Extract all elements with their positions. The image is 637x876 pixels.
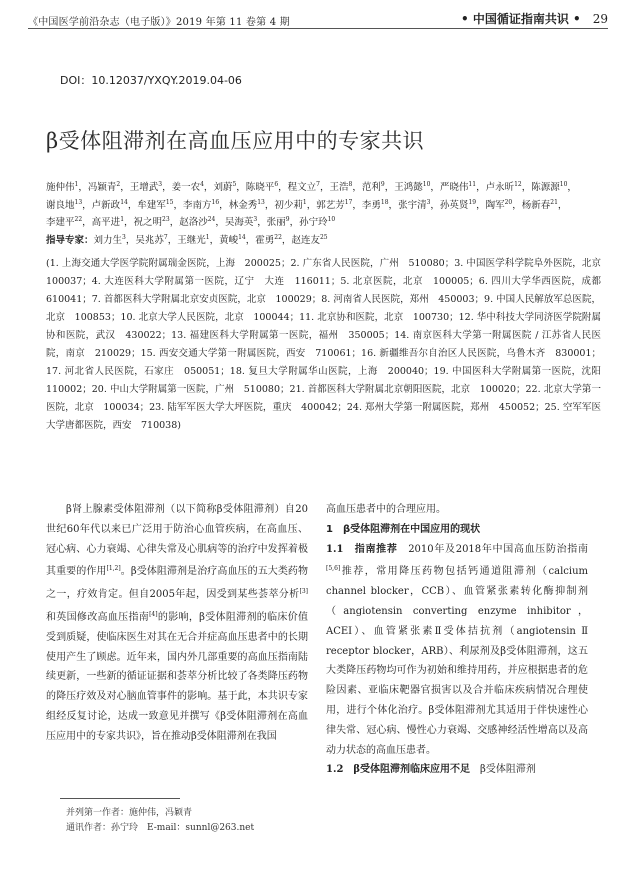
journal-citation: 《中国医学前沿杂志（电子版）》2019 年第 11 卷第 4 期 xyxy=(28,17,290,28)
author-name-text: 林金秀 xyxy=(228,199,258,211)
intro-text-1: β肾上腺素受体阻滞剂（以下简称β受体阻滞剂）自20世纪60年代以来已广泛用于防治心血管疾病，在高血压、冠心病、心力衰竭、心律失常及心肌病等的治疗中发挥着极其重要的作用 xyxy=(46,504,308,578)
author-affiliation-mark: 13 xyxy=(257,198,265,206)
intro-text-3: 和英国修改高血压指南 xyxy=(46,611,150,623)
author-affiliation-mark: 12 xyxy=(514,181,522,188)
author-affiliation-mark: 3 xyxy=(426,198,431,206)
authors: 施仲伟$^1$，冯颖青$^2$，王增武$^3$，姜一农$^4$，刘蔚$^5$，陈晓平$^6$，程文立$^7$，王浩$^8$，范利$^9$，王鸿懿$^{10}$，严晓伟$^{11}$，卢永昕$^{12}$，陈源源$^{10}$，谢良地$^{13}$，卢新政$^{14}$，牟建军$^{15}$，李南方$^{16}$，林金秀$^{13}$，初少莉$^1$，郭艺芳$^{17}$，李勇$^{18}$，张宇清$^3$，孙英贤$^{19}$，陶军$^{20}$，杨新春$^{21}$，李建平$^{22}$，高平进$^1$，祝之明$^{23}$，赵洛沙$^{24}$，吴海英$^3$，张丽$^9$，孙宁玲$^{10}$ xyxy=(46,181,577,228)
author-name xyxy=(288,182,320,193)
author-name-text: 王增武 xyxy=(129,182,159,193)
author-name xyxy=(274,200,306,211)
guider-name-text: 王继光 xyxy=(177,234,206,246)
author-name xyxy=(46,182,78,193)
author-name-text: 严晓伟 xyxy=(439,182,469,193)
author-name-text: 杨新春 xyxy=(521,199,551,211)
author-name xyxy=(88,182,120,193)
author-name-text: 冯颖青 xyxy=(87,182,117,193)
ref-3: [3] xyxy=(299,588,308,596)
author-name-text: 程文立 xyxy=(287,182,317,193)
subheading-1-2: 1.2 β受体阻滞剂临床应用不足 xyxy=(326,764,471,776)
author-affiliation-mark: 9 xyxy=(380,181,385,188)
author-name-text: 张丽 xyxy=(266,217,286,228)
guider-affiliation-mark: 7 xyxy=(163,233,168,241)
page-number: 29 xyxy=(592,12,608,26)
author-name xyxy=(183,200,219,211)
author-name-text: 陈源源 xyxy=(531,182,560,193)
author-name-text: 张宇清 xyxy=(398,199,427,211)
author-affiliation-mark: 1 xyxy=(74,181,79,188)
paragraph-1-2 xyxy=(326,760,588,780)
body-column-left xyxy=(46,500,308,747)
intro-continuation: 高血压患者中的合理应用。 xyxy=(326,504,446,515)
author-name xyxy=(316,200,352,211)
author-name xyxy=(134,217,170,228)
author-name-text: 李建平 xyxy=(46,217,75,228)
author-name-text: 吴海英 xyxy=(224,217,254,228)
guider-affiliation-mark: 25 xyxy=(319,233,328,241)
ref-4: [4] xyxy=(149,610,158,618)
author-name xyxy=(330,182,353,193)
affiliations: (1. 上海交通大学医学院附属瑞金医院，上海 200025；2. 广东省人民医院，广州 510080；3. 中国医学科学院阜外医院，北京 100037；4. 大连医科大学附属第一医院，辽宁 大连 116011；5. 北京医院，北京 100005；6. 四川大学华西医院，成都 610041；7. 首都医科大学附属北京安贞医院，北京 100029；8. 河南省人民医院，郑州 450003；9. 中国人民解放军总医院，北京 100853；10. 北京大学人民医院，北京 100044；11. 北京协和医院，北京 100730；12. 华中科技大学同济医学院附属协和医院，武汉 430022；13. 福建医科大学附属第一医院，福州 350005；14. 南京医科大学第一附属医院 / 江苏省人民医院，南京 210029；15. 西安交通大学第一附属医院，西安 710061；16. 新疆维吾尔自治区人民医院，乌鲁木齐 830001；17. 河北省人民医院，石家庄 050051；18. 复旦大学附属华山医院，上海 200040；19. 中国医科大学附属第一医院，沈阳 110002；20. 中山大学附属第一医院，广州 510080；21. 首都医科大学附属北京朝阳医院，北京 100020；22. 北京大学第一医院，北京 100034；23. 陆军军医大学大坪医院，重庆 400042；24. 郑州大学第一附属医院，郑州 450052；25. 空军军医大学唐都医院，西安 710038) xyxy=(46,258,611,431)
guider-name xyxy=(135,235,167,246)
author-name xyxy=(394,182,430,193)
author-name xyxy=(46,217,82,228)
guider-name xyxy=(291,235,327,246)
author-name-text: 孙宁玲 xyxy=(299,217,328,228)
guider-name-text: 刘力生 xyxy=(93,234,123,246)
author-name-text: 陈晓平 xyxy=(245,182,275,193)
author-name xyxy=(130,182,162,193)
ref-1: [1,2] xyxy=(106,565,121,573)
author-name xyxy=(531,182,567,193)
author-name xyxy=(362,200,389,211)
author-affiliation-mark: 22 xyxy=(74,216,83,223)
author-affiliation-mark: 6 xyxy=(274,181,279,188)
intro-text-4: 的影响，β受体阻滞剂的临床价值受到质疑，使临床医生对其在无合并症高血压患者中的长期使用产生了顾虑。近年来，国内外几部重要的高血压指南陆续更新，一些新的循证证据和荟萃分析比较了各类降压药物的降压疗效及对心脑血管事件的影响。基于此，本共识专家组经反复讨论，达成一致意见并撰写《β受体阻滞剂在高血压应用中的专家共识》，旨在推动β受体阻滞剂在我国 xyxy=(46,611,309,742)
author-affiliation-mark: 23 xyxy=(162,216,170,223)
guider-name-text: 黄峻 xyxy=(219,234,239,246)
subheading-1-1: 1.1 指南推荐 xyxy=(326,543,398,555)
author-affiliation-mark: 3 xyxy=(253,216,258,223)
author-affiliation-mark: 24 xyxy=(207,216,216,223)
author-name-text: 李勇 xyxy=(361,199,381,211)
guider-name xyxy=(94,235,126,246)
ref-5-6: [5,6] xyxy=(326,565,341,573)
author-name-text: 郭艺芳 xyxy=(316,199,345,211)
author-name xyxy=(522,200,558,211)
author-affiliation-mark: 4 xyxy=(200,181,204,188)
guiders: 刘力生$^3$，吴兆苏$^7$，王继光$^1$，黄峻$^{14}$，霍勇$^{22}$，赵连友$^{25}$ xyxy=(93,233,328,246)
author-name xyxy=(267,217,290,228)
author-affiliation-mark: 13 xyxy=(74,198,83,206)
corresponding-author-note: 通讯作者：孙宁玲 E-mail：sunnl@263.net xyxy=(66,823,255,833)
author-affiliation-mark: 21 xyxy=(550,198,558,206)
guiders-label: 指导专家： xyxy=(46,234,94,246)
author-affiliation-mark: 7 xyxy=(316,181,320,188)
guider-name-text: 霍勇 xyxy=(255,234,275,246)
author-name-text: 王鸿懿 xyxy=(394,182,423,193)
author-name xyxy=(362,182,385,193)
guider-name-text: 赵连友 xyxy=(291,234,320,246)
author-name xyxy=(172,182,204,193)
guider-name xyxy=(219,235,246,246)
running-header xyxy=(28,10,608,30)
article-title: β受体阻滞剂在高血压应用中的专家共识 xyxy=(46,129,425,153)
author-name xyxy=(486,200,513,211)
author-affiliation-mark: 17 xyxy=(344,198,353,206)
author-name xyxy=(225,217,257,228)
author-name-text: 卢永昕 xyxy=(485,182,515,193)
paragraph-1-1 xyxy=(326,540,588,761)
author-name-text: 王浩 xyxy=(329,182,349,193)
author-affiliation-mark: 10 xyxy=(559,181,568,188)
author-name-text: 赵洛沙 xyxy=(179,217,208,228)
author-name xyxy=(137,200,173,211)
author-affiliation-mark: 16 xyxy=(211,198,220,206)
author-name xyxy=(299,217,335,228)
author-affiliation-mark: 15 xyxy=(165,198,174,206)
author-affiliation-mark: 14 xyxy=(120,198,128,206)
author-name xyxy=(92,200,128,211)
author-name xyxy=(179,217,215,228)
author-name-text: 孙英贤 xyxy=(439,199,469,211)
guider-name xyxy=(255,235,282,246)
intro-text-2: 。β受体阻滞剂是治疗高血压的五大类药物之一，疗效肯定。但自2005年起，因受到某些荟萃分析 xyxy=(46,566,309,601)
author-name xyxy=(440,200,476,211)
section-heading-1: 1 β受体阻滞剂在中国应用的现状 xyxy=(326,523,481,535)
guider-name-text: 吴兆苏 xyxy=(135,234,164,246)
guider-affiliation-mark: 22 xyxy=(274,233,282,241)
author-affiliation-mark: 5 xyxy=(232,181,237,188)
section-label xyxy=(461,10,608,27)
author-name-text: 范利 xyxy=(361,182,381,193)
guider-name xyxy=(177,235,209,246)
para-1-1-a: 2010年及2018年中国高血压防治指南 xyxy=(397,543,588,555)
para-1-1-b: 推荐，常用降压药物包括钙通道阻滞剂（calcium channel blocker，CCB）、血管紧张素转化酶抑制剂（angiotensin converting enzyme inhibitor，ACEI）、血管紧张素Ⅱ受体拮抗剂（angiotensin Ⅱ receptor blocker，ARB）、利尿剂及β受体阻滞剂，这五大类降压药物均可作为初始和维持用药，并应根据患者的危险因素、亚临床靶器官损害以及合并临床疾病情况合理使用，进行个体化治疗。β受体阻滞剂尤其适用于伴快速性心律失常、冠心病、慢性心力衰竭、交感神经活性增高以及高动力状态的高血压患者。 xyxy=(326,566,588,756)
author-affiliation-mark: 10 xyxy=(327,216,336,223)
guider-affiliation-mark: 3 xyxy=(122,233,126,241)
author-name-text: 姜一农 xyxy=(171,182,201,193)
author-affiliation-mark: 1 xyxy=(302,198,307,206)
author-affiliation-mark: 1 xyxy=(120,216,125,223)
author-name-text: 卢新政 xyxy=(91,199,121,211)
author-affiliation-mark: 20 xyxy=(504,198,513,206)
author-affiliation-mark: 9 xyxy=(285,216,290,223)
author-affiliation-mark: 8 xyxy=(348,181,353,188)
author-affiliation-mark: 19 xyxy=(468,198,477,206)
author-name xyxy=(398,200,430,211)
guider-affiliation-mark: 1 xyxy=(205,233,210,241)
author-name-text: 谢良地 xyxy=(46,199,75,211)
author-name xyxy=(440,182,476,193)
author-name xyxy=(486,182,522,193)
header-rule xyxy=(28,28,608,29)
footnote-rule xyxy=(60,798,180,799)
author-name xyxy=(92,217,124,228)
author-affiliation-mark: 11 xyxy=(468,181,477,188)
author-name-text: 祝之明 xyxy=(133,217,163,228)
author-name-text: 施仲伟 xyxy=(46,182,75,193)
first-authors-note: 并列第一作者：施仲伟，冯颖青 xyxy=(66,808,193,818)
author-name-text: 高平进 xyxy=(91,217,121,228)
body-column-right xyxy=(326,500,588,780)
author-name-text: 刘蔚 xyxy=(213,182,233,193)
author-name xyxy=(46,200,82,211)
author-list xyxy=(46,178,601,248)
author-affiliation-mark: 10 xyxy=(422,181,431,188)
author-name-text: 初少莉 xyxy=(274,199,303,211)
author-name xyxy=(246,182,278,193)
guider-affiliation-mark: 14 xyxy=(238,233,246,241)
author-name xyxy=(229,200,265,211)
author-affiliation-mark: 3 xyxy=(158,181,163,188)
doi: DOI：10.12037/YXQY.2019.04-06 xyxy=(60,74,242,87)
author-name xyxy=(213,182,236,193)
section-title: • 中国循证指南共识 • xyxy=(461,12,581,26)
author-affiliation-mark: 2 xyxy=(116,181,121,188)
author-name-text: 李南方 xyxy=(183,199,212,211)
author-affiliation-mark: 18 xyxy=(380,198,389,206)
author-name-text: 牟建军 xyxy=(137,199,166,211)
para-1-2: β受体阻滞剂 xyxy=(470,764,536,776)
author-name-text: 陶军 xyxy=(485,199,505,211)
